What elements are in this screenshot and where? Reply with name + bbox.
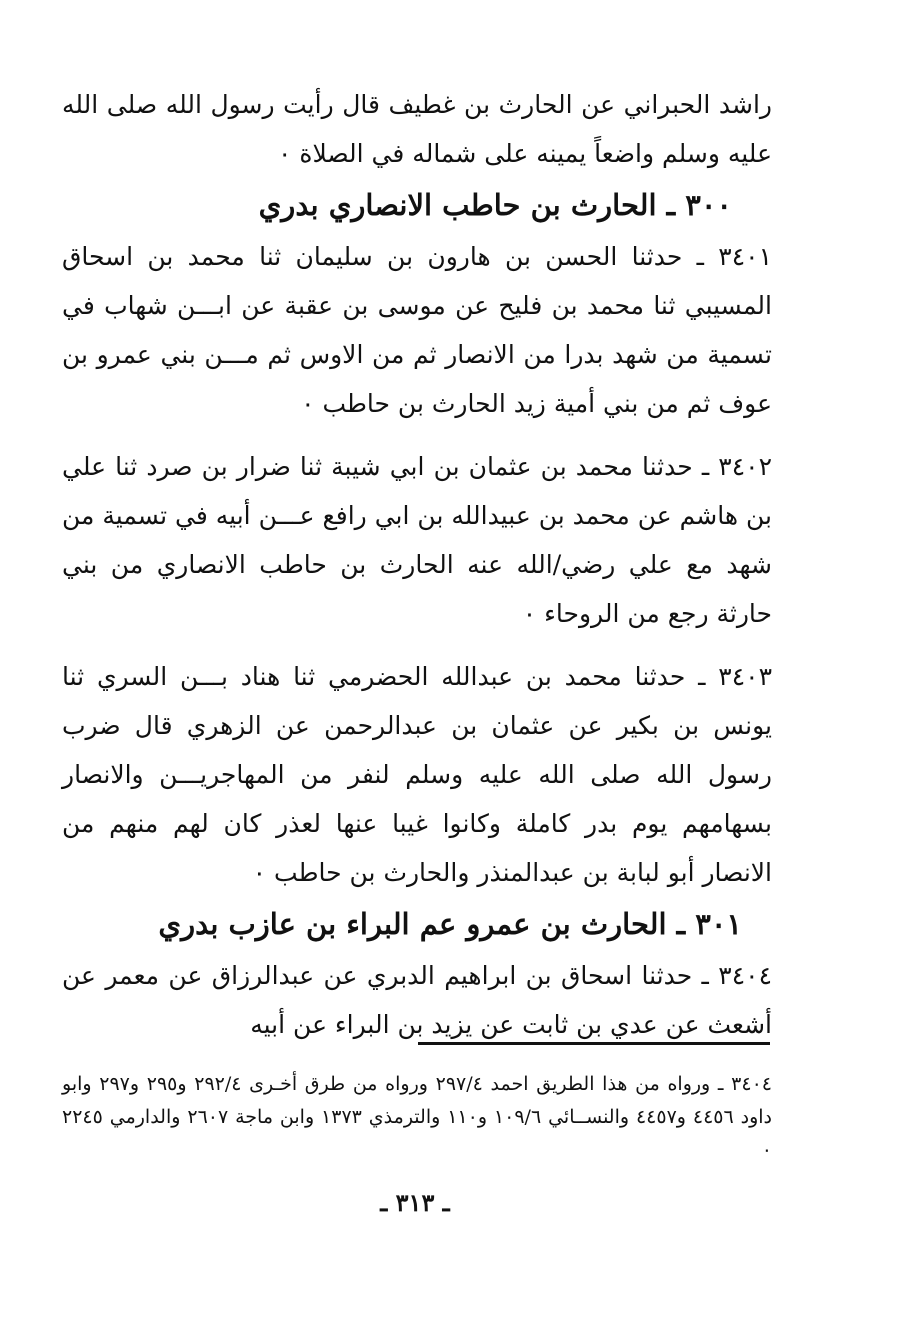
hadith-3404: ٣٤٠٤ ـ حدثنا اسحاق بن ابراهيم الدبري عن عبدالرزاق عن معمر عن أشعث عن عدي بن ثابت عن يزيد بن البراء عن أبيه	[62, 961, 772, 1039]
hadith-3402: ٣٤٠٢ ـ حدثنا محمد بن عثمان بن ابي شيبة ثنا ضرار بن صرد ثنا علي بن هاشم عن محمد بن عبيدالله بن ابي رافع عـــن أبيه في تسمية من شهد مع علي رضي/الله عنه الحارث بن حاطب الانصاري من بني حارثة رجع من الروحاء ٠	[62, 452, 772, 628]
intro-paragraph: راشد الحبراني عن الحارث بن غطيف قال رأيت رسول الله صلى الله عليه وسلم واضعاً يمينه على شماله في الصلاة ٠	[62, 90, 772, 168]
hadith-3403: ٣٤٠٣ ـ حدثنا محمد بن عبدالله الحضرمي ثنا هناد بـــن السري ثنا يونس بن بكير عن عثمان بن عبدالرحمن عن الزهري قال ضرب رسول الله صلى الله عليه وسلم لنفر من المهاجريـــن والانصار بسهامهم يوم بدر كاملة وكانوا غيبا عنها لعذر كان لهم منهم من الانصار أبو لبابة بن عبدالمنذر والحارث بن حاطب ٠	[62, 662, 772, 887]
footnote: ٣٤٠٤ ـ ورواه من هذا الطريق احمد ٢٩٧/٤ ورواه من طرق أخـرى ٢٩٢/٤ و٢٩٥ و٢٩٧ وابو داود ٤٤٥٦ و٤٤٥٧ والنســائي ١٠٩/٦ و١١٠ والترمذي ١٣٧٣ وابن ماجة ٢٦٠٧ والدارمي ٢٢٤٥ ٠	[62, 1073, 773, 1161]
page-number: ـ ٣١٣ ـ	[380, 1188, 450, 1217]
section-heading-300: ٣٠٠ ـ الحارث بن حاطب الانصاري بدري	[258, 188, 732, 222]
section-heading-301: ٣٠١ ـ الحارث بن عمرو عم البراء بن عازب بدري	[158, 907, 742, 941]
footnote-divider	[418, 1042, 770, 1045]
hadith-3401: ٣٤٠١ ـ حدثنا الحسن بن هارون بن سليمان ثنا محمد بن اسحاق المسيبي ثنا محمد بن فليح عن موسى بن عقبة عن ابـــن شهاب في تسمية من شهد بدرا من الانصار ثم من الاوس ثم مـــن بني عمرو بن عوف ثم من بني أمية زيد الحارث بن حاطب ٠	[62, 242, 772, 418]
page-body	[62, 80, 772, 1049]
